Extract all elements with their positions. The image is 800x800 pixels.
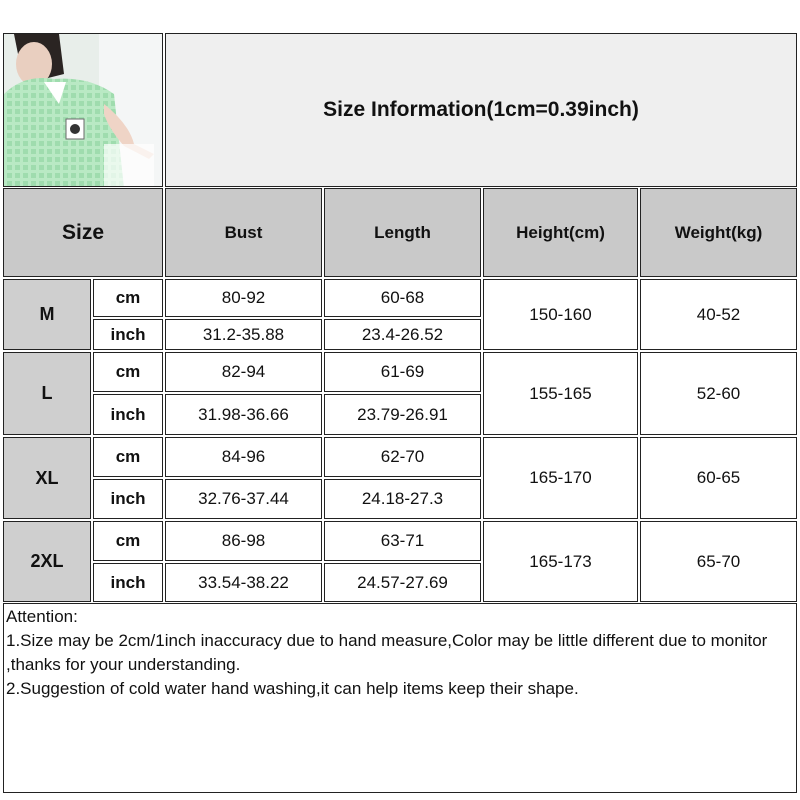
unit-inch: inch — [93, 319, 163, 350]
length-inch: 24.57-27.69 — [324, 563, 481, 602]
bust-cm: 82-94 — [165, 352, 322, 392]
bust-inch: 31.2-35.88 — [165, 319, 322, 350]
bust-cm: 80-92 — [165, 279, 322, 317]
weight-range: 65-70 — [640, 521, 797, 602]
length-cm: 62-70 — [324, 437, 481, 477]
title-banner — [165, 33, 797, 187]
length-cm: 61-69 — [324, 352, 481, 392]
header-length: Length — [324, 188, 481, 277]
size-label: M — [3, 279, 91, 350]
length-inch: 24.18-27.3 — [324, 479, 481, 519]
unit-inch: inch — [93, 394, 163, 435]
unit-cm: cm — [93, 352, 163, 392]
product-photo — [3, 33, 163, 187]
bust-inch: 33.54-38.22 — [165, 563, 322, 602]
size-label: 2XL — [3, 521, 91, 602]
unit-cm: cm — [93, 437, 163, 477]
weight-range: 40-52 — [640, 279, 797, 350]
unit-inch: inch — [93, 479, 163, 519]
length-inch: 23.79-26.91 — [324, 394, 481, 435]
unit-cm: cm — [93, 521, 163, 561]
size-label: XL — [3, 437, 91, 519]
notes-line-2: 2.Suggestion of cold water hand washing,it can help items keep their shape. — [6, 679, 579, 698]
height-range: 150-160 — [483, 279, 638, 350]
length-cm: 63-71 — [324, 521, 481, 561]
notes-line-1: 1.Size may be 2cm/1inch inaccuracy due to hand measure,Color may be little different due to monitor ,thanks for your understanding. — [6, 631, 768, 674]
header-weight: Weight(kg) — [640, 188, 797, 277]
bust-inch: 31.98-36.66 — [165, 394, 322, 435]
unit-inch: inch — [93, 563, 163, 602]
length-inch: 23.4-26.52 — [324, 319, 481, 350]
bust-cm: 84-96 — [165, 437, 322, 477]
page-title: Size Information(1cm=0.39inch) — [323, 98, 639, 121]
weight-range: 52-60 — [640, 352, 797, 435]
weight-range: 60-65 — [640, 437, 797, 519]
bust-inch: 32.76-37.44 — [165, 479, 322, 519]
bust-cm: 86-98 — [165, 521, 322, 561]
notes-heading: Attention: — [6, 607, 78, 626]
unit-cm: cm — [93, 279, 163, 317]
height-range: 165-170 — [483, 437, 638, 519]
header-size: Size — [3, 188, 163, 277]
header-height: Height(cm) — [483, 188, 638, 277]
height-range: 155-165 — [483, 352, 638, 435]
attention-notes — [3, 603, 797, 793]
header-bust: Bust — [165, 188, 322, 277]
height-range: 165-173 — [483, 521, 638, 602]
product-photo-illustration — [4, 34, 163, 187]
size-label: L — [3, 352, 91, 435]
length-cm: 60-68 — [324, 279, 481, 317]
